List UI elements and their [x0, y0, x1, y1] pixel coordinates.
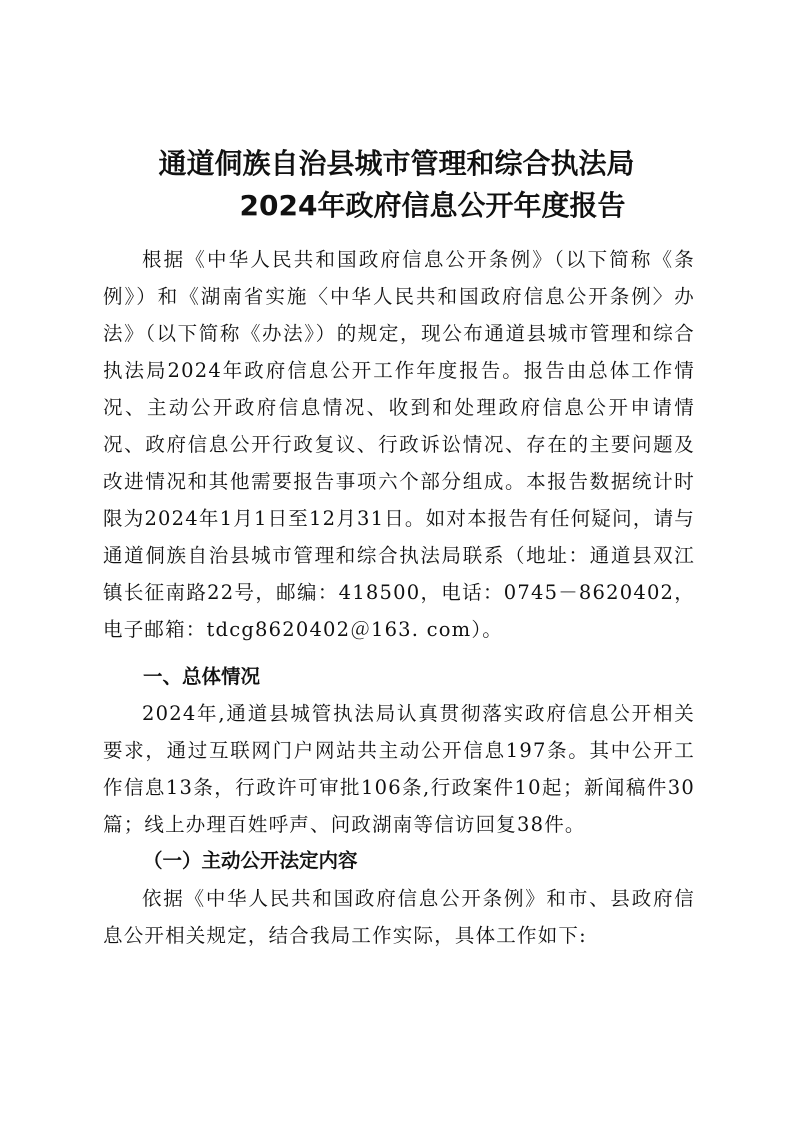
overview-paragraph: 2024年,通道县城管执法局认真贯彻落实政府信息公开相关要求，通过互联网门户网站共主动公开信息197条。其中公开工作信息13条，行政许可审批106条,行政案件10起；新闻稿件30篇；线上办理百姓呼声、问政湖南等信访回复38件。	[103, 702, 695, 836]
subsection-heading-proactive-disclosure: （一）主动公开法定内容	[143, 849, 358, 872]
document-title-line-1: 通道侗族自治县城市管理和综合执法局	[158, 147, 635, 180]
section-heading-overview: 一、总体情况	[143, 665, 261, 688]
document-title-line-2: 2024年政府信息公开年度报告	[239, 189, 626, 222]
proactive-disclosure-paragraph: 依据《中华人民共和国政府信息公开条例》和市、县政府信息公开相关规定，结合我局工作实际，具体工作如下:	[103, 887, 695, 947]
intro-paragraph: 根据《中华人民共和国政府信息公开条例》（以下简称《条例》）和《湖南省实施〈中华人民共和国政府信息公开条例〉办法》（以下简称《办法》）的规定，现公布通道县城市管理和综合执法局2024年政府信息公开工作年度报告。报告由总体工作情况、主动公开政府信息情况、收到和处理政府信息公开申请情况、政府信息公开行政复议、行政诉讼情况、存在的主要问题及改进情况和其他需要报告事项六个部分组成。本报告数据统计时限为2024年1月1日至12月31日。如对本报告有任何疑问，请与通道侗族自治县城市管理和综合执法局联系（地址：通道县双江镇长征南路22号，邮编：418500，电话：0745－8620402，电子邮箱：tdcg8620402＠163. com）。	[103, 248, 695, 641]
